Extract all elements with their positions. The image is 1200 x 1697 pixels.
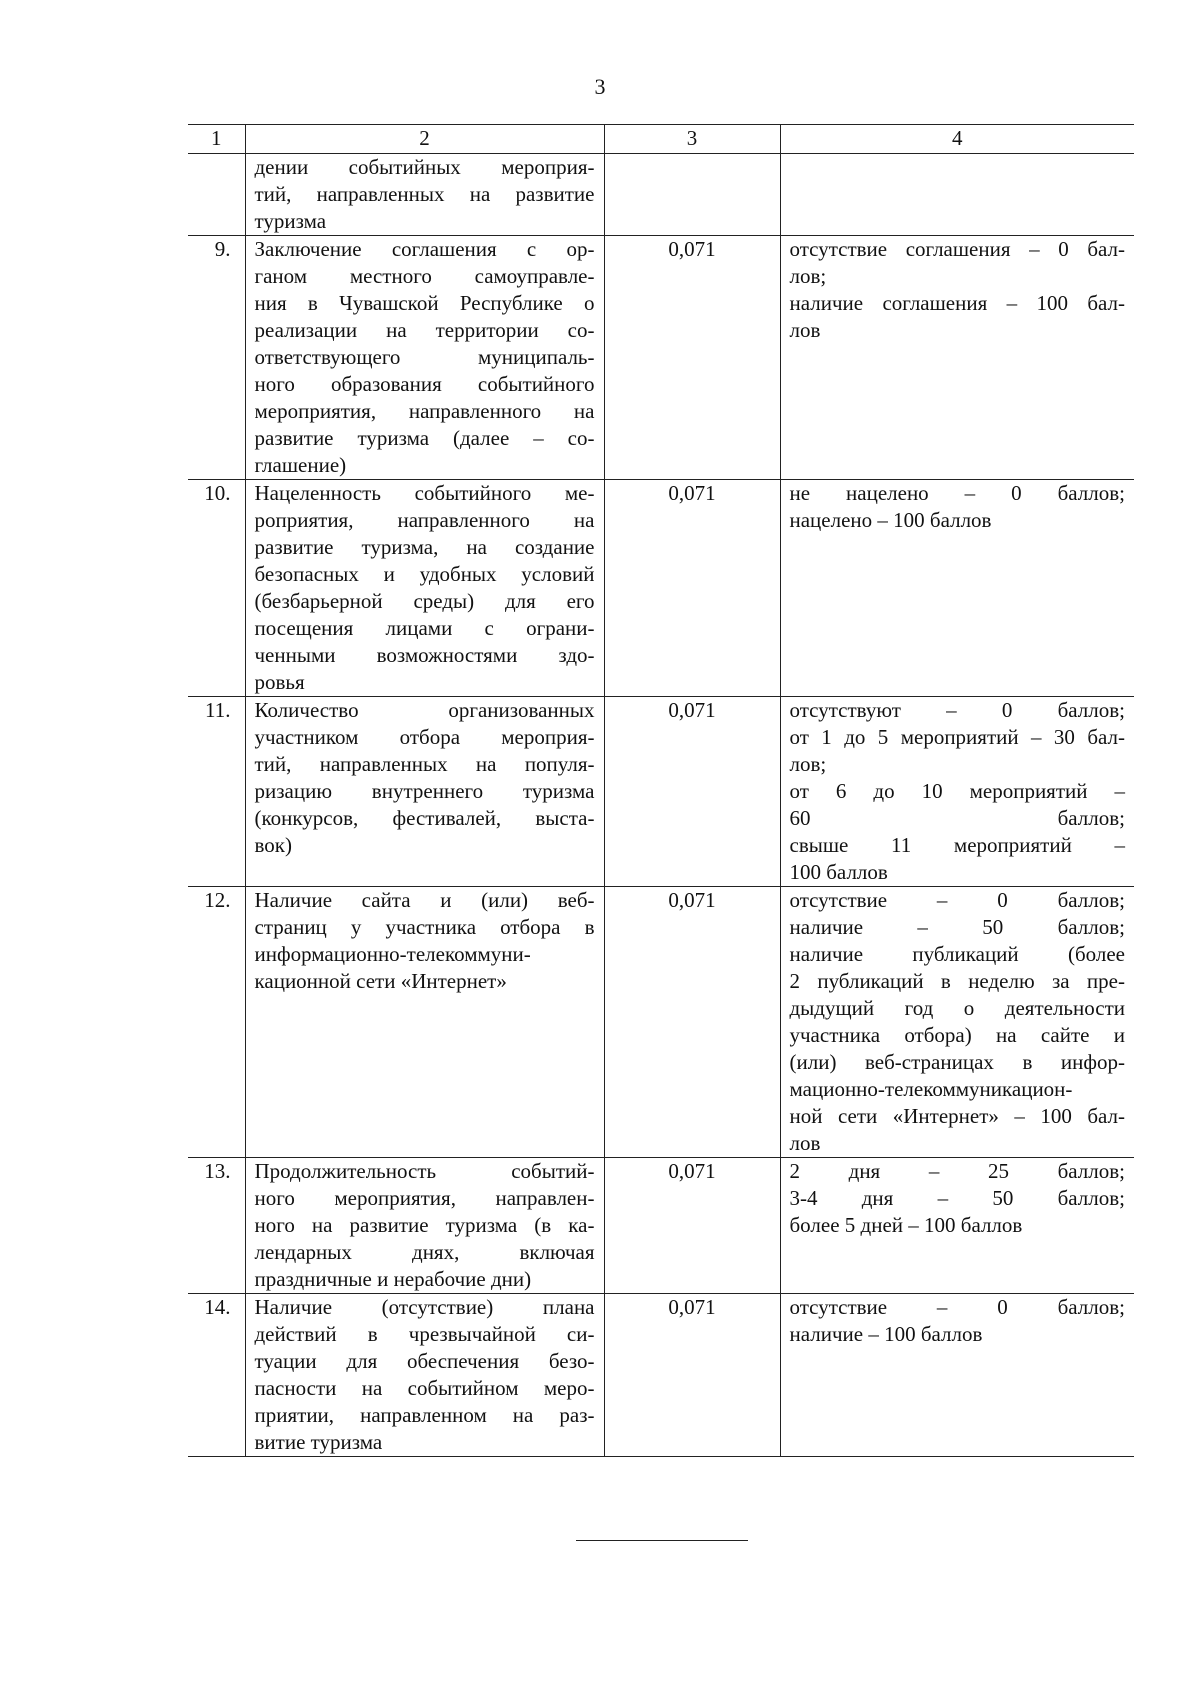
scale-line: свыше 11 мероприятий – (789, 833, 1125, 857)
table-row (188, 480, 1134, 697)
scale-line: нацелено – 100 баллов (789, 508, 992, 532)
criterion-weight: 0,071 (604, 236, 780, 480)
scale-line: от 1 до 5 мероприятий – 30 бал- (789, 725, 1125, 749)
description-line: роприятия, направленного на (254, 508, 595, 532)
scale-line: наличие – 50 баллов; (789, 915, 1125, 939)
row-number: 13. (188, 1158, 245, 1294)
scale-line: 60 баллов; (789, 806, 1125, 830)
scoring-scale (780, 1294, 1134, 1457)
description-line: туации для обеспечения безо- (254, 1349, 595, 1373)
scale-line: наличие соглашения – 100 бал- (789, 291, 1125, 315)
scale-line: наличие публикаций (более (789, 942, 1125, 966)
scale-line: лов; (789, 752, 827, 776)
table-row (188, 236, 1134, 480)
description-line: ного образования событийного (254, 372, 595, 396)
description-line: действий в чрезвычайной си- (254, 1322, 595, 1346)
scoring-scale (780, 697, 1134, 887)
description-line: ного на развитие туризма (в ка- (254, 1213, 595, 1237)
criteria-table-body (188, 125, 1134, 1457)
scale-line: ной сети «Интернет» – 100 бал- (789, 1104, 1125, 1128)
description-line: (конкурсов, фестивалей, выста- (254, 806, 595, 830)
description-line: пасности на событийном меро- (254, 1376, 595, 1400)
description-line: информационно-телекоммуни- (254, 942, 531, 966)
closing-rule (576, 1540, 748, 1541)
scale-line: участника отбора) на сайте и (789, 1023, 1125, 1047)
scoring-scale (780, 480, 1134, 697)
column-header-number: 1 (188, 125, 245, 154)
scale-line: 100 баллов (789, 860, 888, 884)
scale-line: не нацелено – 0 баллов; (789, 481, 1125, 505)
description-line: развитие туризма, на создание (254, 535, 595, 559)
criterion-weight: 0,071 (604, 887, 780, 1158)
criterion-description (245, 1294, 604, 1457)
description-line: лендарных днях, включая (254, 1240, 595, 1264)
table-row (188, 154, 1134, 236)
description-line: ровья (254, 670, 305, 694)
column-header-scale: 4 (780, 125, 1134, 154)
scale-line: отсутствие – 0 баллов; (789, 888, 1125, 912)
table-row (188, 1294, 1134, 1457)
scoring-scale (780, 1158, 1134, 1294)
criterion-description (245, 480, 604, 697)
criteria-table (188, 124, 1134, 1457)
description-line: туризма (254, 209, 327, 233)
scale-line: 2 дня – 25 баллов; (789, 1159, 1125, 1183)
row-number: 9. (188, 236, 245, 480)
column-header-criterion: 2 (245, 125, 604, 154)
page-number: 3 (594, 74, 606, 99)
criterion-description (245, 154, 604, 236)
scale-line: (или) веб-страницах в инфор- (789, 1050, 1125, 1074)
description-line: дении событийных мероприя- (254, 155, 595, 179)
column-header-weight: 3 (604, 125, 780, 154)
description-line: посещения лицами с ограни- (254, 616, 595, 640)
scale-line: отсутствуют – 0 баллов; (789, 698, 1125, 722)
description-line: тий, направленных на популя- (254, 752, 595, 776)
scoring-scale (780, 236, 1134, 480)
description-line: страниц у участника отбора в (254, 915, 595, 939)
description-line: ния в Чувашской Республике о (254, 291, 595, 315)
scale-line: лов (789, 1131, 821, 1155)
description-line: Наличие сайта и (или) веб- (254, 888, 595, 912)
scale-line: отсутствие соглашения – 0 бал- (789, 237, 1125, 261)
description-line: ного мероприятия, направлен- (254, 1186, 595, 1210)
row-number (188, 154, 245, 236)
criterion-description (245, 887, 604, 1158)
table-row (188, 887, 1134, 1158)
table-header-row (188, 125, 1134, 154)
criterion-description (245, 697, 604, 887)
description-line: ганом местного самоуправле- (254, 264, 595, 288)
description-line: Заключение соглашения с ор- (254, 237, 595, 261)
scale-line: мационно-телекоммуникацион- (789, 1077, 1073, 1101)
criterion-weight: 0,071 (604, 697, 780, 887)
description-line: ответствующего муниципаль- (254, 345, 595, 369)
description-line: Нацеленность событийного ме- (254, 481, 595, 505)
description-line: (безбарьерной среды) для его (254, 589, 595, 613)
description-line: безопасных и удобных условий (254, 562, 595, 586)
row-number: 12. (188, 887, 245, 1158)
scale-line: 3-4 дня – 50 баллов; (789, 1186, 1125, 1210)
criterion-weight: 0,071 (604, 1158, 780, 1294)
scale-line: 2 публикаций в неделю за пре- (789, 969, 1125, 993)
criterion-weight: 0,071 (604, 1294, 780, 1457)
description-line: ризацию внутреннего туризма (254, 779, 595, 803)
criterion-weight: 0,071 (604, 480, 780, 697)
row-number: 11. (188, 697, 245, 887)
scale-line: от 6 до 10 мероприятий – (789, 779, 1125, 803)
description-line: вок) (254, 833, 292, 857)
description-line: праздничные и нерабочие дни) (254, 1267, 532, 1291)
description-line: Продолжительность событий- (254, 1159, 595, 1183)
row-number: 10. (188, 480, 245, 697)
scoring-scale (780, 154, 1134, 236)
description-line: мероприятия, направленного на (254, 399, 595, 423)
description-line: глашение) (254, 453, 347, 477)
description-line: Наличие (отсутствие) плана (254, 1295, 595, 1319)
scale-line: наличие – 100 баллов (789, 1322, 983, 1346)
table-row (188, 1158, 1134, 1294)
description-line: приятии, направленном на раз- (254, 1403, 595, 1427)
description-line: Количество организованных (254, 698, 595, 722)
scale-line: отсутствие – 0 баллов; (789, 1295, 1125, 1319)
description-line: тий, направленных на развитие (254, 182, 595, 206)
criterion-description (245, 1158, 604, 1294)
description-line: участником отбора мероприя- (254, 725, 595, 749)
description-line: реализации на территории со- (254, 318, 595, 342)
description-line: развитие туризма (далее – со- (254, 426, 595, 450)
description-line: ченными возможностями здо- (254, 643, 595, 667)
scoring-scale (780, 887, 1134, 1158)
description-line: витие туризма (254, 1430, 383, 1454)
criterion-description (245, 236, 604, 480)
scale-line: дыдущий год о деятельности (789, 996, 1125, 1020)
row-number: 14. (188, 1294, 245, 1457)
criterion-weight (604, 154, 780, 236)
table-row (188, 697, 1134, 887)
scale-line: более 5 дней – 100 баллов (789, 1213, 1023, 1237)
description-line: кационной сети «Интернет» (254, 969, 507, 993)
scale-line: лов; (789, 264, 827, 288)
scale-line: лов (789, 318, 821, 342)
